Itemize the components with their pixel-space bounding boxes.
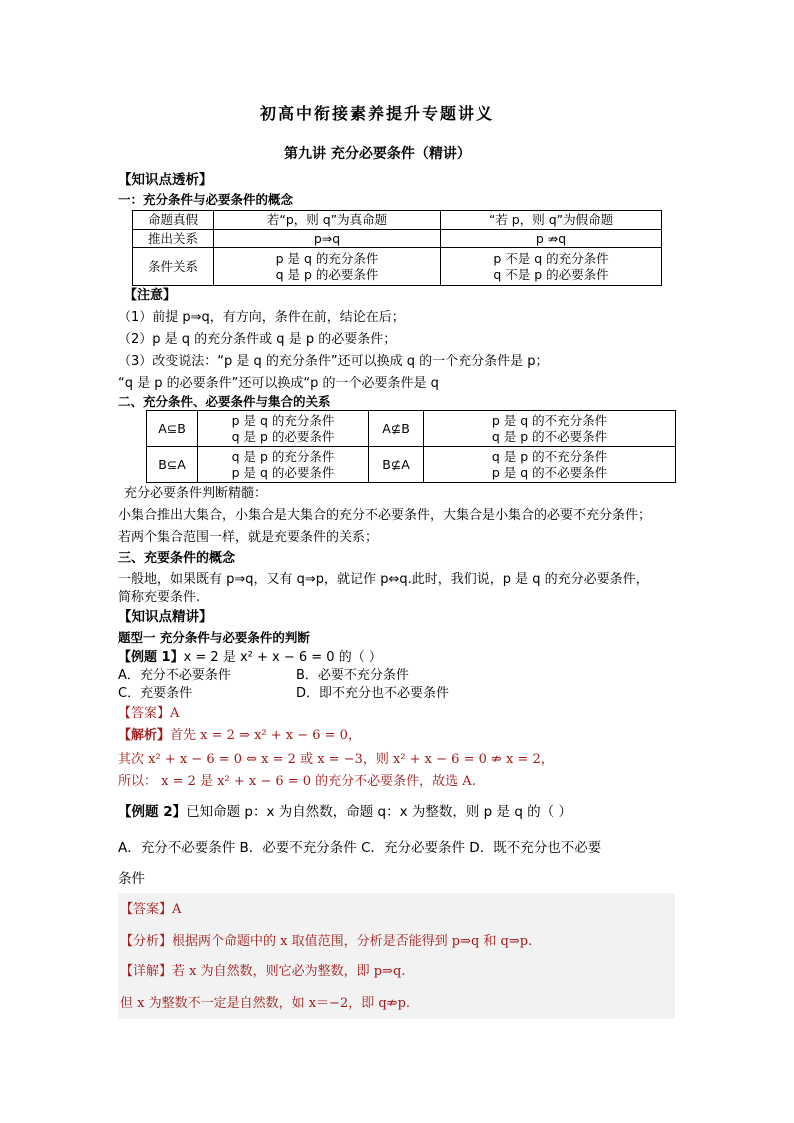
table2-cell: B⊆A [147,447,198,483]
table1-cell: 条件关系 [133,248,214,286]
notice-line: （2）p 是 q 的充分条件或 q 是 p 的必要条件； [118,332,397,347]
table1-line: q 不是 p 的必要条件 [493,266,609,282]
analysis-text: 首先 x = 2 ⇒ x² + x − 6 = 0， [170,728,361,743]
section-3-title: 三、充要条件的概念 [118,551,236,566]
example-1-analysis-line: 其次 x² + x − 6 = 0 ⇔ x = 2 或 x = −3，则 x² + x − 6 = 0 ⇏ x = 2， [118,752,554,767]
table1-cell [441,248,662,286]
table2-cell: A⊈B [369,411,424,447]
table2-line: q 是 p 的不充分条件 [491,448,608,464]
table2-line: q 是 p 的充分条件 [231,448,335,464]
table2-line: p 是 q 的不必要条件 [491,464,608,480]
table2-cell [198,411,369,447]
table1-cell: p ⇏q [441,230,662,248]
table2-cell: A⊆B [147,411,198,447]
option-d: D．即不充分也不必要条件 [296,686,450,701]
example-2-label: 【例题 2】 [118,804,187,820]
example-1-analysis-line: 所以： x = 2 是 x² + x − 6 = 0 的充分不必要条件，故选 A. [118,774,476,789]
knowledge-heading: 【知识点透析】 [118,172,213,188]
table1-header-cell: 若“p，则 q”为真命题 [214,211,441,230]
example-2-text: 已知命题 p：x 为自然数，命题 q：x 为整数，则 p 是 q 的（ ） [186,804,572,820]
notice-line: （1）前提 p⇒q，有方向，条件在前，结论在后； [118,310,405,325]
table2-line: q 是 p 的必要条件 [231,428,335,444]
table2-cell: B⊈A [369,447,424,483]
example-1-answer: 【答案】A [118,706,180,721]
practice-heading: 【知识点精讲】 [118,609,213,625]
table2-line: p 是 q 的不充分条件 [491,412,608,428]
table2-cell [424,447,676,483]
table2-line: p 是 q 的必要条件 [231,464,335,480]
table1-header-cell: “若 p，则 q”为假命题 [441,211,662,230]
example-1-label: 【例题 1】 [118,650,184,665]
option-c: C．充要条件 [118,686,193,701]
example-2-options: A．充分不必要条件 B．必要不充分条件 C．充分必要条件 D．既不充分也不必要 [118,840,602,856]
notice-heading: 【注意】 [124,288,177,303]
section-1-title: 一：充分条件与必要条件的概念 [118,192,294,207]
table2-line: q 是 p 的不必要条件 [491,428,608,444]
concept-table [132,210,662,286]
example-1-stem [118,650,382,666]
table2-line: p 是 q 的充分条件 [231,412,335,428]
table1-cell [214,248,441,286]
example-1-analysis-line [118,728,361,744]
example-1-text: x = 2 是 x² + x − 6 = 0 的（ ） [183,650,382,665]
table1-line: q 是 p 的必要条件 [275,266,379,282]
table1-cell: p⇒q [214,230,441,248]
set-relation-table [146,410,676,483]
option-a: A．充分不必要条件 [118,668,231,683]
question-type-1: 题型一 充分条件与必要条件的判断 [118,630,310,645]
lecture-subtitle: 第九讲 充分必要条件（精讲） [284,146,471,162]
example-2-analysis: 【分析】根据两个命题中的 x 取值范围，分析是否能得到 p⇒q 和 q⇒p. [120,934,533,949]
table1-header-cell: 命题真假 [133,211,214,230]
example-2-detail: 【详解】若 x 为自然数，则它必为整数，即 p⇒q. [120,964,406,979]
page-title: 初高中衔接素养提升专题讲义 [260,104,495,123]
example-2-answer: 【答案】A [120,902,182,917]
tips-line: 小集合推出大集合，小集合是大集合的充分不必要条件，大集合是小集合的必要不充分条件； [118,508,652,523]
example-2-options-cont: 条件 [118,871,145,887]
table1-line: p 不是 q 的充分条件 [493,250,609,266]
tips-title: 充分必要条件判断精髓： [124,486,268,501]
section-3-line: 一般地，如果既有 p⇒q，又有 q⇒p，就记作 p⇔q.此时，我们说，p 是 q 的充分必要条件， [118,572,649,587]
tips-line: 若两个集合范围一样，就是充要条件的关系； [118,530,379,545]
example-2-stem [118,804,572,821]
table2-cell [198,447,369,483]
option-b: B．必要不充分条件 [296,668,409,683]
table1-line: p 是 q 的充分条件 [275,250,379,266]
notice-line: “q 是 p 的必要条件”还可以换成“p 的一个必要条件是 q [118,376,439,391]
table1-cell: 推出关系 [133,230,214,248]
section-3-line: 简称充要条件. [118,590,201,605]
section-2-title: 二、充分条件、必要条件与集合的关系 [118,394,331,409]
analysis-label: 【解析】 [118,728,171,743]
notice-line: （3）改变说法：“p 是 q 的充分条件”还可以换成 q 的一个充分条件是 p； [118,354,549,369]
example-2-counterexample: 但 x 为整数不一定是自然数，如 x＝−2，即 q⇏p. [120,996,411,1011]
table2-cell [424,411,676,447]
